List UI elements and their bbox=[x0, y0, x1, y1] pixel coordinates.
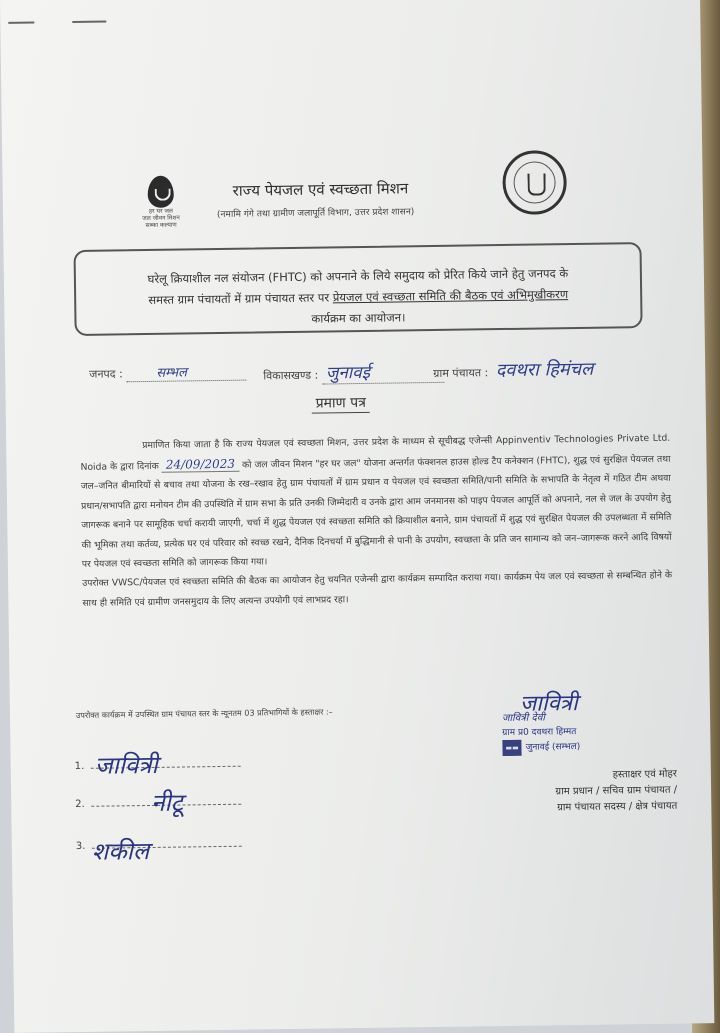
stamp-line: ग्राम प्र0 दवथरा हिम्मत bbox=[502, 727, 577, 739]
stamp-line bbox=[502, 738, 632, 756]
stamp-block-box: ▬▬ bbox=[502, 740, 521, 756]
signatures-intro: उपरोक्त कार्यक्रम में उपस्थित ग्राम पंचायत स्तर के न्यूनतम 03 प्रतिभागियों के हस्ताक्षर :– bbox=[75, 707, 333, 721]
district-label: जनपद : bbox=[89, 367, 123, 381]
stamp-name: जावित्री देवी bbox=[502, 712, 546, 725]
participant-number: 2. bbox=[75, 798, 85, 811]
banner-line: कार्यक्रम का आयोजन। bbox=[311, 310, 406, 326]
block-value-line bbox=[322, 359, 444, 385]
stamp-line-text: जुनावई (सम्भल) bbox=[525, 741, 581, 753]
org-subtitle: (नमामि गंगे तथा ग्रामीण जलापूर्ति विभाग, उत्तर प्रदेश शासन) bbox=[216, 207, 415, 220]
caption-line: हस्ताक्षर एवं मोहर bbox=[612, 768, 677, 781]
district-value: सम्भल bbox=[156, 365, 188, 381]
pradhan-stamp bbox=[502, 691, 633, 756]
logo-line: हर घर जल bbox=[148, 207, 173, 215]
participant-signature: शकील bbox=[91, 837, 150, 866]
participant-signature: जावित्री bbox=[94, 750, 158, 780]
participant-number: 3. bbox=[75, 840, 86, 853]
emblem-bow-icon bbox=[527, 173, 545, 195]
paragraph-text: प्रमाणित किया जाता है कि राज्य पेयजल एवं स्वच्छता मिशन, उत्तर प्रदेश के माध्यम से सूचीबद्ध एजेन्सी Appinventiv Technologies Private Ltd. Noida के द्वारा दिनांक bbox=[80, 432, 671, 473]
org-title: राज्य पेयजल एवं स्वच्छता मिशन bbox=[232, 179, 409, 200]
certificate-paragraph-2 bbox=[82, 566, 672, 613]
banner-line: घरेलू क्रियाशील नल संयोजन (FHTC) को अपनाने के लिये समुदाय को प्रेरित किये जाने हेतु जनपद के bbox=[147, 266, 569, 286]
block-label: विकासखण्ड : bbox=[263, 368, 319, 383]
pradhan-signature: जावित्री bbox=[519, 691, 578, 717]
panchayat-label: ग्राम पंचायत : bbox=[433, 366, 489, 380]
panchayat-value: दवथरा हिमंचल bbox=[495, 358, 594, 382]
caption-line: ग्राम प्रधान / सचिव ग्राम पंचायत / bbox=[555, 784, 678, 798]
block-value: जुनावई bbox=[325, 362, 371, 384]
certificate-title: प्रमाण पत्र bbox=[312, 393, 370, 414]
panchayat-field bbox=[433, 357, 593, 383]
logo-line: जल जीवन मिशन bbox=[142, 214, 180, 223]
logo-line: सब्का कल्याण bbox=[145, 221, 177, 229]
signature-caption bbox=[497, 767, 678, 818]
paragraph-text: को जल जीवन मिशन "हर घर जल" योजना अन्तर्गत फंक्शनल हाउस होल्ड टैप कनेक्शन (FHTC), शुद्ध एवं सुरक्षित पेयजल तथा जल–जनित बीमारियों से बचाव तथा योजना के रख–रखाव हेतु ग्राम पंचायतों में ग्राम प्रधान व पेयजल एवं स्वच्छता समिति/पानी समिति के सभापति के नेतृत्व में गठित टीम अथवा प्रधान/सभापति द्वारा मनोयन टीम की उपस्थिति में ग्राम सभा के प्रति उनकी जिम्मेदारी व उनके द्वारा आम जनमानस को पाइप पेयजल आपूर्ति को अपनाने, नल से जल के उपयोग हेतु जागरूक बनाने पर सामूहिक चर्चा करायी जाएगी, चर्चा में शुद्ध पेयजल एवं स्वच्छता समिति को क्रियाशील बनाने, ग्राम पंचायतों में शुद्ध एवं सुरक्षित पेयजल की उपलब्धता में समिति की भूमिका तथा कर्तव्य, प्रत्येक घर एवं परिवार को स्वच्छ रखने, दैनिक दिनचर्या में बुद्धिमानी से पानी के उपयोग, स्वच्छता के प्रति जन सामान्य को जन–जागरूक करने आदि विषयों पर पेयजल एवं स्वच्छता समिति को जागरूक किया गया। bbox=[80, 453, 672, 570]
caption-line: ग्राम पंचायत सदस्य / क्षेत्र पंचायत bbox=[557, 800, 678, 814]
banner-text: समस्त ग्राम पंचायतों में ग्राम पंचायत स्तर पर bbox=[148, 290, 333, 307]
district-field bbox=[89, 362, 246, 383]
district-value-line bbox=[126, 362, 246, 383]
program-banner bbox=[73, 242, 642, 336]
handwritten-date: 24/09/2023 bbox=[162, 456, 239, 472]
block-field bbox=[263, 359, 444, 386]
water-drop-icon bbox=[147, 176, 173, 208]
paragraph-text: उपरोक्त VWSC/पेयजल एवं स्वच्छता समिति की बैठक का आयोजन हेतु चयनित एजेन्सी द्वारा कार्यक्रम सम्पादित कराया गया। कार्यक्रम पेय जल एवं स्वच्छता से सम्बन्धित होने के साथ ही समिति एवं ग्रामीण जनसमुदाय के लिए अत्यन्त उपयोगी एवं लाभप्रद रहा। bbox=[82, 569, 673, 609]
participant-signature: नीटू bbox=[151, 788, 184, 817]
corner-mark bbox=[8, 22, 34, 24]
up-government-emblem bbox=[502, 150, 567, 215]
certificate-paragraph bbox=[80, 429, 672, 575]
corner-mark bbox=[72, 21, 106, 23]
participant-number: 1. bbox=[74, 760, 85, 773]
banner-underlined-text: प्रेयजल एवं स्वच्छता समिति की बैठक एवं अभिमुखीकरण bbox=[332, 287, 569, 305]
har-ghar-jal-logo bbox=[130, 175, 191, 229]
